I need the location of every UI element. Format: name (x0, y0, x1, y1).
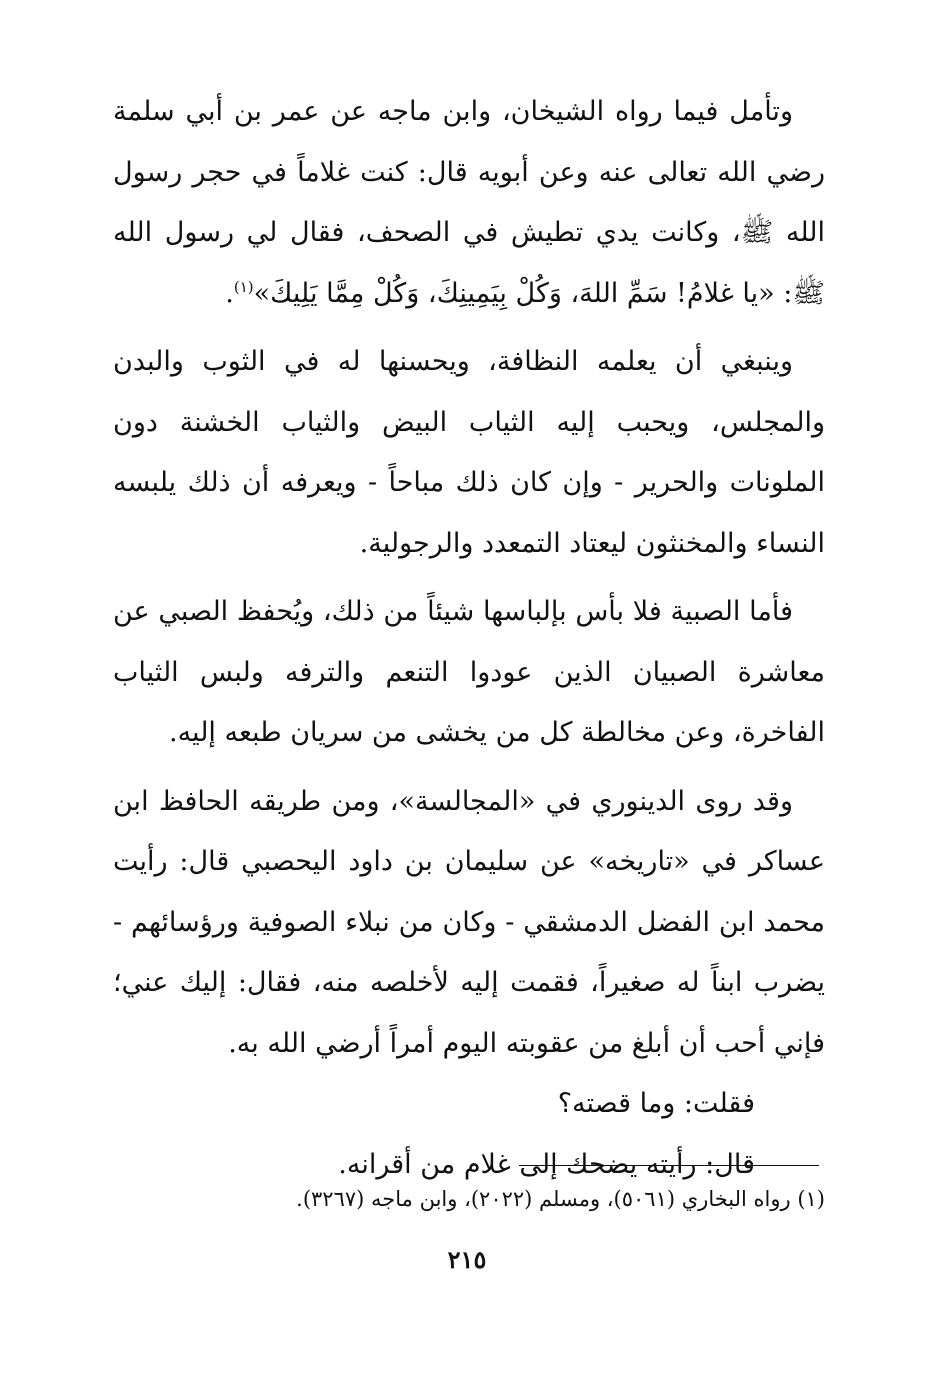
main-text (113, 82, 825, 1195)
paragraph-1 (113, 82, 825, 324)
footnote-divider (519, 1165, 819, 1166)
paragraph-1-end: . (225, 277, 234, 309)
footnote: (١) رواه البخاري (٥٠٦١)، ومسلم (٢٠٢٢)، وابن ماجه (٣٢٦٧). (296, 1187, 825, 1211)
paragraph-4: وقد روى الدينوري في «المجالسة»، ومن طريقه الحافظ ابن عساكر في «تاريخه» عن سليمان بن داود اليحصبي قال: رأيت محمد ابن الفضل الدمشقي - وكان من نبلاء الصوفية ورؤسائهم - يضرب ابناً له صغيراً، فقمت إليه لأخلصه منه، فقال: إليك عني؛ فإني أحب أن أبلغ من عقوبته اليوم أمراً أرضي الله به. (113, 785, 825, 1059)
dialogue-line-2: قال: رأيته يضحك إلى غلام من أقرانه. (338, 1148, 755, 1180)
footnote-reference: (١) (233, 277, 254, 296)
dialogue-line-1: فقلت: وما قصته؟ (557, 1088, 755, 1119)
paragraph-3: فأما الصبية فلا بأس بإلباسها شيئاً من ذلك، ويُحفظ الصبي عن معاشرة الصبيان الذين عودوا التنعم والترفه ولبس الثياب الفاخرة، وعن مخالطة كل من يخشى من سريان طبعه إليه. (113, 596, 825, 748)
paragraph-2: وينبغي أن يعلمه النظافة، ويحسنها له في الثوب والبدن والمجلس، ويحبب إليه الثياب البيض والثياب الخشنة دون الملونات والحرير - وإن كان ذلك مباحاً - ويعرفه أن ذلك يلبسه النساء والمخنثون ليعتاد التمعدد والرجولية. (113, 346, 825, 559)
page-number: ٢١٥ (447, 1245, 487, 1274)
paragraph-1-text: وتأمل فيما رواه الشيخان، وابن ماجه عن عمر بن أبي سلمة رضي الله تعالى عنه وعن أبويه قال: كنت غلاماً في حجر رسول الله ﷺ، وكانت يدي تطيش في الصحف، فقال لي رسول الله ﷺ: «يا غلامُ! سَمِّ اللهَ، وَكُلْ بِيَمِينِكَ، وَكُلْ مِمَّا يَلِيكَ» (113, 96, 825, 309)
